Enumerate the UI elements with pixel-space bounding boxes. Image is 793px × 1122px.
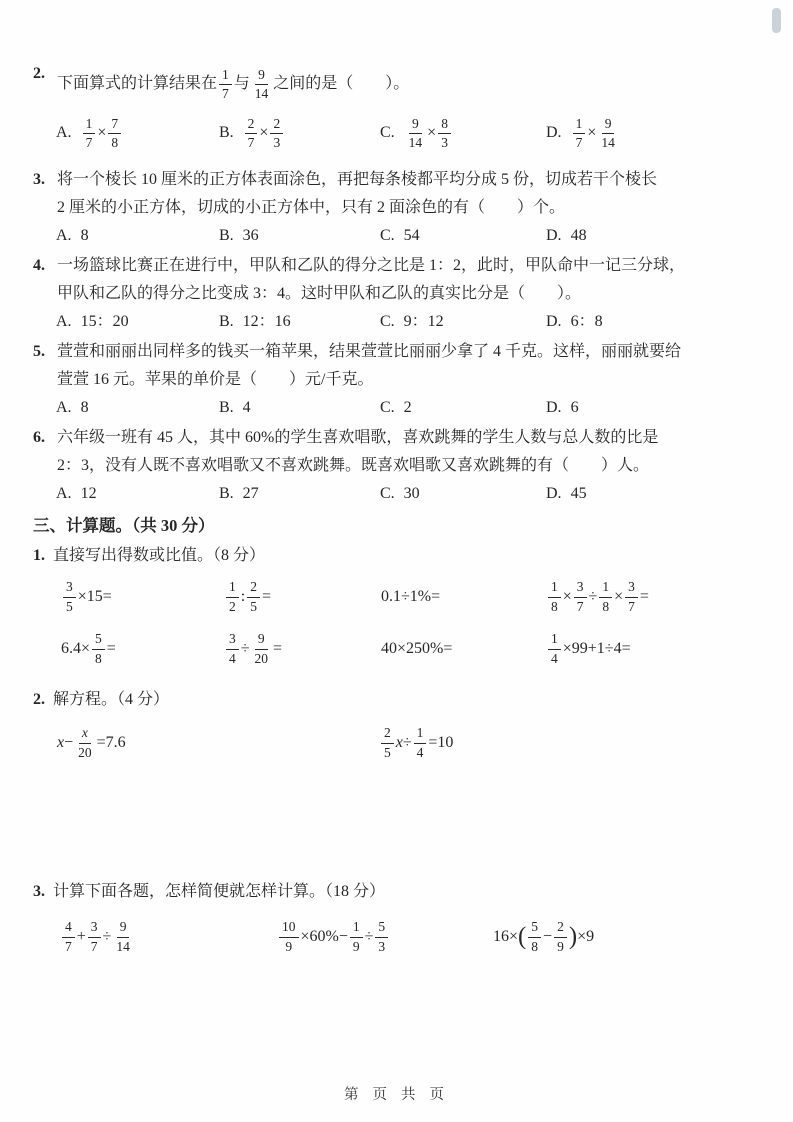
question-text: 下面算式的计算结果在 $\frac{1}{7}$ 与 $\frac{9}{14}$ 之间的是（ ）。 xyxy=(57,66,410,101)
option-c xyxy=(380,394,546,421)
fraction: $\frac{9}{14}$ xyxy=(601,115,615,150)
question-number: 6. xyxy=(33,429,45,446)
question-2 xyxy=(33,60,773,158)
option-c xyxy=(380,480,546,507)
fraction: $\frac{2}{5}$ xyxy=(247,580,260,613)
sub1-title: 直接写出得数或比值。（8 分） xyxy=(53,547,266,564)
option-a xyxy=(56,222,219,249)
option-value: 30 xyxy=(403,485,420,502)
option-d xyxy=(546,222,773,249)
option-label: B. xyxy=(219,399,234,416)
option-value: 12 xyxy=(80,485,97,502)
sub2-number: 2. xyxy=(33,691,45,708)
fraction: $\frac{1}{4}$ xyxy=(548,632,561,665)
answer-work-space xyxy=(33,765,773,877)
fraction: $\frac{5}{3}$ xyxy=(375,920,388,953)
option-label: B. xyxy=(219,485,234,502)
calc-item: $\frac{1}{4}$ ×99+1÷4= xyxy=(546,623,773,675)
fraction: $\frac{3}{7}$ xyxy=(88,920,101,953)
question-4 xyxy=(33,252,773,335)
fraction: $\frac{3}{4}$ xyxy=(226,632,239,665)
calc-item: 40×250%= xyxy=(381,640,453,657)
option-label: A. xyxy=(56,485,72,502)
option-c xyxy=(380,308,546,335)
mental-calc-grid-row-1 xyxy=(61,571,773,623)
calc-item: 0.1÷1%= xyxy=(381,588,441,605)
sub2-title: 解方程。（4 分） xyxy=(53,691,170,708)
option-a xyxy=(56,308,219,335)
equation-1: x − $\frac{x}{20}$ =7.6 xyxy=(57,725,126,760)
question-number: 5. xyxy=(33,343,45,360)
sub2-heading xyxy=(33,685,773,715)
option-label: D. xyxy=(546,124,562,141)
option-d xyxy=(546,394,773,421)
option-b xyxy=(219,480,380,507)
option-label: D. xyxy=(546,485,562,502)
fraction: $\frac{1}{2}$ xyxy=(226,580,239,613)
fraction: $\frac{1}{9}$ xyxy=(350,920,363,953)
question-number: 2. xyxy=(33,65,45,82)
option-value: 15：20 xyxy=(80,313,129,330)
fraction: $\frac{7}{8}$ xyxy=(108,117,121,150)
option-label: C. xyxy=(380,485,395,502)
options-row xyxy=(56,308,773,335)
fraction: $\frac{1}{8}$ xyxy=(548,580,561,613)
option-a xyxy=(56,394,219,421)
option-d xyxy=(546,480,773,507)
option-value: 2 xyxy=(403,399,412,416)
calc-item: $\frac{1}{2}$ : $\frac{2}{5}$ = xyxy=(224,571,381,623)
question-3 xyxy=(33,166,773,249)
option-a xyxy=(56,108,219,158)
option-value: $\frac{1}{7}$ × $\frac{9}{14}$ xyxy=(571,124,620,141)
mental-calc-grid-row-2 xyxy=(61,623,773,675)
question-text-line-2: 2 厘米的小正方体，切成的小正方体中，只有 2 面涂色的有（ ）个。 xyxy=(57,199,566,216)
question-text-line-1: 一场篮球比赛正在进行中，甲队和乙队的得分之比是 1：2，此时，甲队命中一记三分球， xyxy=(57,257,686,274)
sub3-number: 3. xyxy=(33,883,45,900)
option-value: 8 xyxy=(80,227,89,244)
fraction: $\frac{3}{7}$ xyxy=(625,580,638,613)
fraction: $\frac{5}{8}$ xyxy=(92,632,105,665)
fraction: $\frac{9}{14}$ xyxy=(408,115,423,150)
fraction: $\frac{1}{7}$ xyxy=(573,117,586,150)
option-value: 6：8 xyxy=(570,313,603,330)
option-value: 6 xyxy=(570,399,579,416)
option-label: A. xyxy=(56,227,72,244)
question-text-line-2: 萱萱 16 元。苹果的单价是（ ）元/千克。 xyxy=(57,371,374,388)
option-value: 8 xyxy=(80,399,89,416)
equation-2: $\frac{2}{5}$ x ÷ $\frac{1}{4}$ =10 xyxy=(379,721,453,765)
question-text-line-1: 将一个棱长 10 厘米的正方体表面涂色，再把每条棱都平均分成 5 份，切成若干个棱长 xyxy=(57,171,658,188)
option-label: B. xyxy=(219,124,234,141)
option-label: D. xyxy=(546,399,562,416)
page-footer: 第 页 共 页 xyxy=(343,1087,450,1103)
option-d xyxy=(546,308,773,335)
scrollbar-thumb[interactable] xyxy=(772,8,781,33)
equations-row xyxy=(57,721,773,765)
fraction: $\frac{1}{7}$ xyxy=(219,68,232,101)
option-c xyxy=(380,222,546,249)
option-value: 9：12 xyxy=(403,313,444,330)
option-b xyxy=(219,108,380,158)
fraction: $\frac{9}{14}$ xyxy=(116,919,130,954)
option-label: C. xyxy=(380,124,395,141)
options-row xyxy=(56,108,773,158)
option-value: 12：16 xyxy=(242,313,291,330)
expression-3: 16× ( $\frac{5}{8}$ − $\frac{2}{9}$ ) ×9 xyxy=(493,919,595,954)
fraction: $\frac{1}{7}$ xyxy=(83,117,96,150)
question-number: 4. xyxy=(33,257,45,274)
fraction: $\frac{9}{20}$ xyxy=(254,631,269,666)
sub1-heading xyxy=(33,541,773,571)
option-value: 54 xyxy=(403,227,420,244)
option-label: C. xyxy=(380,313,395,330)
fraction: $\frac{2}{5}$ xyxy=(381,726,394,759)
sub3-heading xyxy=(33,877,773,907)
fraction: $\frac{5}{8}$ xyxy=(528,920,541,953)
question-6 xyxy=(33,424,773,507)
fraction: $\frac{10}{9}$ xyxy=(279,920,299,953)
option-label: A. xyxy=(56,399,72,416)
option-value: 45 xyxy=(570,485,587,502)
options-row xyxy=(56,480,773,507)
question-text-line-2: 甲队和乙队的得分之比变成 3：4。这时甲队和乙队的真实比分是（ ）。 xyxy=(57,285,582,302)
fraction: $\frac{2}{7}$ xyxy=(245,117,258,150)
option-a xyxy=(56,480,219,507)
option-label: B. xyxy=(219,313,234,330)
question-text-line-1: 萱萱和丽丽出同样多的钱买一箱苹果，结果萱萱比丽丽少拿了 4 千克。这样，丽丽就要给 xyxy=(57,343,682,360)
fraction: $\frac{3}{7}$ xyxy=(574,580,587,613)
expression-1: $\frac{4}{7}$ + $\frac{3}{7}$ ÷ $\frac{9}{14}$ xyxy=(60,911,277,963)
calc-item: $\frac{1}{8}$ × $\frac{3}{7}$ ÷ $\frac{1}{8}$ × $\frac{3}{7}$ = xyxy=(546,571,773,623)
option-label: D. xyxy=(546,313,562,330)
option-b xyxy=(219,394,380,421)
option-value: $\frac{2}{7}$ × $\frac{2}{3}$ xyxy=(243,124,286,141)
calc-item: $\frac{3}{5}$ ×15= xyxy=(61,571,224,623)
option-label: A. xyxy=(56,313,72,330)
question-text-line-1: 六年级一班有 45 人，其中 60%的学生喜欢唱歌，喜欢跳舞的学生人数与总人数的比是 xyxy=(57,429,659,446)
option-label: D. xyxy=(546,227,562,244)
option-b xyxy=(219,308,380,335)
option-d xyxy=(546,108,773,158)
fraction: $\frac{2}{3}$ xyxy=(270,117,283,150)
options-row xyxy=(56,394,773,421)
fraction: $\frac{1}{8}$ xyxy=(599,580,612,613)
option-label: C. xyxy=(380,227,395,244)
sub3-title: 计算下面各题，怎样简便就怎样计算。（18 分） xyxy=(53,883,386,900)
option-value: 4 xyxy=(242,399,251,416)
sub1-number: 1. xyxy=(33,547,45,564)
option-value: 48 xyxy=(570,227,587,244)
option-value: 36 xyxy=(242,227,259,244)
option-c xyxy=(380,108,546,158)
option-label: B. xyxy=(219,227,234,244)
question-number: 3. xyxy=(33,171,45,188)
fraction: $\frac{4}{7}$ xyxy=(62,920,75,953)
question-5 xyxy=(33,338,773,421)
option-value: $\frac{1}{7}$ × $\frac{7}{8}$ xyxy=(81,124,124,141)
simplify-expressions-row xyxy=(60,911,773,963)
section-3-heading: 三、计算题。（共 30 分） xyxy=(33,516,215,535)
option-label: C. xyxy=(380,399,395,416)
option-b xyxy=(219,222,380,249)
fraction: $\frac{9}{14}$ xyxy=(254,66,269,101)
option-value: $\frac{9}{14}$ × $\frac{8}{3}$ xyxy=(404,124,453,141)
expression-2: $\frac{10}{9}$ ×60%− $\frac{1}{9}$ ÷ $\frac{5}{3}$ xyxy=(277,911,493,963)
calc-item: 6.4× $\frac{5}{8}$ = xyxy=(61,631,116,666)
fraction: $\frac{3}{5}$ xyxy=(63,580,76,613)
fraction: $\frac{2}{9}$ xyxy=(554,920,567,953)
question-text-line-2: 2：3，没有人既不喜欢唱歌又不喜欢跳舞。既喜欢唱歌又喜欢跳舞的有（ ）人。 xyxy=(57,457,650,474)
option-value: 27 xyxy=(242,485,259,502)
fraction: $\frac{8}{3}$ xyxy=(438,117,451,150)
fraction: $\frac{1}{4}$ xyxy=(414,726,427,759)
option-label: A. xyxy=(56,124,72,141)
options-row xyxy=(56,222,773,249)
fraction: $\frac{x}{20}$ xyxy=(78,725,92,760)
calc-item: $\frac{3}{4}$ ÷ $\frac{9}{20}$ = xyxy=(224,623,381,675)
